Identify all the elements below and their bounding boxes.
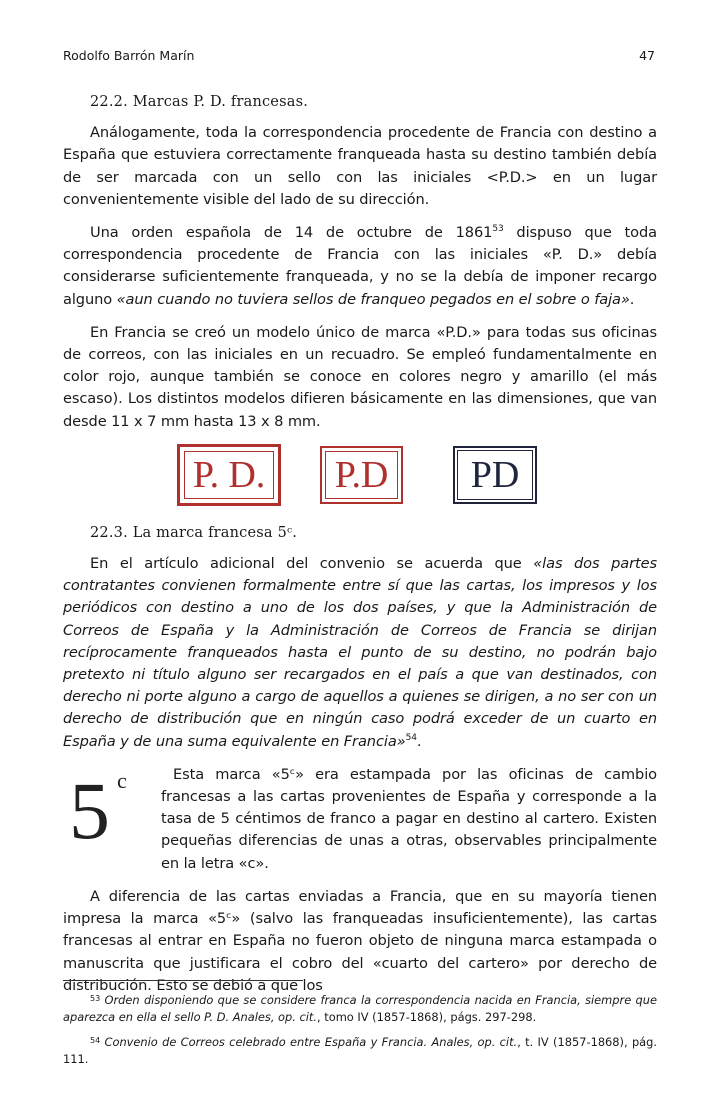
footnote-ref-54[interactable]: 54 bbox=[405, 732, 417, 743]
paragraph: A diferencia de las cartas enviadas a Francia, que en su mayoría tienen impresa la marca «5ᶜ» (salvo las franqueadas insuficientemente), las cartas francesas al entrar en España no fueron objeto de ninguna marca estampada o manuscrita que justificara el cobro del «cuarto del cartero» por derecho de distribución. Esto se debió a que los bbox=[63, 887, 657, 994]
section-heading-22-2: 22.2. Marcas P. D. francesas. bbox=[90, 94, 309, 110]
section-heading-22-3: 22.3. La marca francesa 5ᶜ. bbox=[90, 524, 298, 541]
header-author: Rodolfo Barrón Marín bbox=[63, 48, 195, 63]
pd-stamp-red-small: P.D bbox=[320, 446, 403, 504]
pd-stamp-images bbox=[63, 444, 657, 506]
mark-5c-image bbox=[63, 764, 153, 854]
footnote-separator bbox=[63, 980, 303, 981]
footnotes bbox=[63, 990, 657, 1074]
paragraph: En el artículo adicional del convenio se acuerda que «las dos partes contratantes convienen formalmente entre sí que las cartas, los impresos y los periódicos con destino a uno de los dos países, y que la Administración de Correos de España y la Administración de Correos de Francia se dirijan recíprocamente franqueados hasta el punto de su destino, no podrán bajo pretexto ni título alguno ser recargados en el país a que van destinados, con derecho ni porte alguno a cargo de aquellos a quienes se dirigen, a no ser con un derecho de distribución que en ningún caso podrá exceder de un cuarto en España y de una suma equivalente en Francia»$^{54}$. bbox=[63, 555, 657, 750]
body-text bbox=[63, 91, 657, 997]
mark-5c-block bbox=[63, 764, 657, 875]
pd-stamp-black: PD bbox=[453, 446, 537, 504]
paragraph: Esta marca «5ᶜ» era estampada por las oficinas de cambio francesas a las cartas provenientes de España y corresponde a la tasa de 5 céntimos de franco a pagar en destino al cartero. Existen pequeñas diferencias de unas a otras, observables principalmente en la letra «c». bbox=[161, 765, 657, 872]
mark-5c-numeral: 5 bbox=[69, 764, 110, 854]
running-header bbox=[63, 48, 655, 63]
mark-5c-letter: c bbox=[117, 767, 127, 793]
pd-stamp-red-large: P. D. bbox=[177, 444, 281, 506]
page-number: 47 bbox=[639, 48, 655, 63]
footnote-53: $^{53}$ Orden disponiendo que se considere franca la correspondencia nacida en Francia, siempre que aparezca en ella el sello P. D. Anales, op. cit., tomo IV (1857-1868), págs. 297-298. bbox=[63, 993, 657, 1024]
footnote-ref-53[interactable]: 53 bbox=[492, 224, 504, 235]
footnote-54: $^{54}$ Convenio de Correos celebrado entre España y Francia. Anales, op. cit., t. IV (1857-1868), pág. 111. bbox=[63, 1035, 658, 1066]
paragraph: En Francia se creó un modelo único de marca «P.D.» para todas sus oficinas de correos, con las iniciales en un recuadro. Se empleó fundamentalmente en color rojo, aunque también se conoce en colores negro y amarillo (el más escaso). Los distintos modelos difieren básicamente en las dimensiones, que van desde 11 x 7 mm hasta 13 x 8 mm. bbox=[63, 323, 657, 430]
paragraph: Análogamente, toda la correspondencia procedente de Francia con destino a España que estuviera correctamente franqueada hasta su destino también debía de ser marcada con un sello con las iniciales <P.D.> en un lugar convenientemente visible del lado de su dirección. bbox=[63, 124, 657, 208]
paragraph: Una orden española de 14 de octubre de 1861$^{53}$ dispuso que toda correspondencia procedente de Francia con las iniciales «P. D.» debía considerarse suficientemente franqueada, y no se la debía de imponer recargo alguno «aun cuando no tuviera sellos de franqueo pegados en el sobre o faja». bbox=[63, 224, 657, 308]
